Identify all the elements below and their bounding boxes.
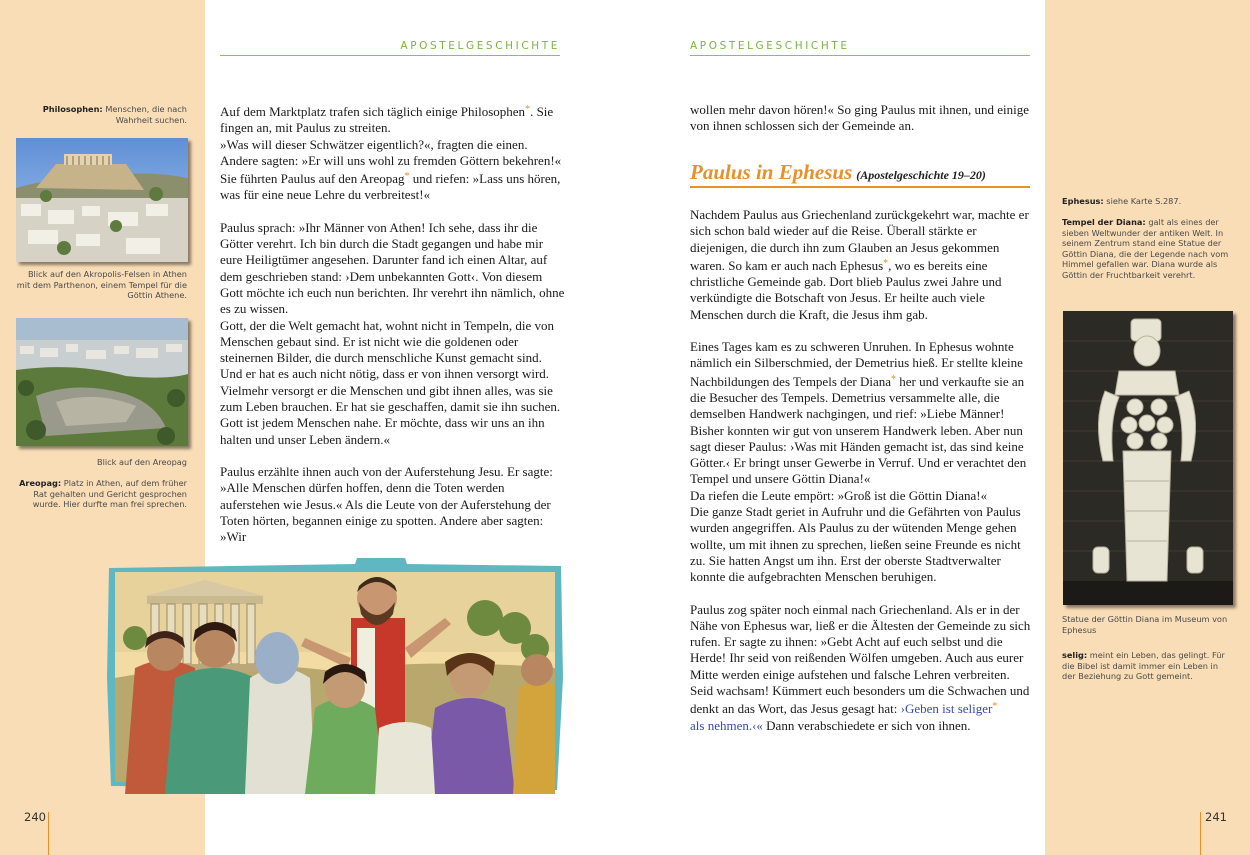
caption-areopag: Blick auf den Areopag <box>97 457 187 467</box>
paragraph: »Was will dieser Schwätzer eigentlich?«, fragten die einen. Andere sagten: »Er will uns wohl zu fremden Göttern bekehren!« <box>220 136 562 168</box>
gloss-selig: selig: meint ein Leben, das gelingt. Für die Bibel ist damit immer ein Leben in der Beziehung zu Gott gemeint. <box>1062 650 1225 682</box>
paragraph: Auf dem Marktplatz trafen sich täglich einige Philosophen*. Sie fingen an, mit Paulus zu streiten. <box>220 104 554 136</box>
paragraph: Eines Tages kam es zu schweren Unruhen. In Ephesus wohnte nämlich ein Silberschmied, der Demetrius hieß. Er stellte kleine Nachbildungen des Tempels der Diana* her und verkaufte sie an die Besucher des Tempels. Demetrius versammelte alle, die demselben Handwerk nachgingen, und rief: »Liebe Männer! Bisher konnten wir gut von unserem Handwerk leben. Aber nun sagt dieser Paulus: ›Was mit Händen gemacht ist, das sind keine Götter.‹ Er bringt unser Gewerbe in Verruf. Und er verachtet den Tempel und unsere Göttin Diana!« <box>690 339 1027 487</box>
paragraph: Paulus erzählte ihnen auch von der Auferstehung Jesu. Er sagte: »Alle Menschen dürfen hoffen, denn die Toten werden auferstehen wie Jesus.« Als die Leute von der Auferstehung der Toten hörten, begannen einige zu spotten. Andere aber sagten: »Wir <box>220 463 553 545</box>
paragraph: Gott, der die Welt gemacht hat, wohnt nicht in Tempeln, die von Menschen gebaut sind. Er ist nicht wie die goldenen oder steinernen Bilder, die durch menschliche Kunst gemacht sind. Und er hat es auch nicht nötig, dass er von ihnen versorgt wird. Vielmehr versorgt er die Menschen und gibt ihnen alles, was sie zum Leben brauchen. Er hat sie geschaffen, damit sie ihn suchen. Gott ist jedem Menschen nahe. Er möchte, dass wir uns an ihn halten und unser Leben ändern.« <box>220 317 561 447</box>
section-title-rule <box>690 186 1030 188</box>
paragraph: Paulus zog später noch einmal nach Griechenland. Als er in der Nähe von Ephesus war, ließ er die Ältesten der Gemeinde zu sich rufen. Er sagte zu ihnen: »Gebt Acht auf euch selbst und die Herde! Ihr seid von reißenden Wölfen umgeben. Auch aus eurer Mitte werden einige aufstehen und falsche Lehren verbreiten. Seid wachsam! Kümmert euch besonders um die Schwachen und denkt an das Wort, das Jesus gesagt hat: ›Geben ist seliger* als nehmen.‹« Dann verabschiedete er sich von ihnen. <box>690 601 1031 733</box>
paragraph: Die ganze Stadt geriet in Aufruhr und die Gefährten von Paulus wurden angegriffen. Als Paulus zu der wütenden Menge gehen wollte, um mit ihnen zu sprechen, ließen seine Freunde es nicht zu. Sie hatten Angst um ihn. Erst der oberste Stadtverwalter konnte die aufgebrachten Menschen beruhigen. <box>690 504 1021 585</box>
page-number-bar-right <box>1200 812 1201 855</box>
gloss-philosophen: Philosophen: Menschen, die nach Wahrheit suchen. <box>42 104 187 125</box>
diana-statue-photo <box>1063 311 1233 605</box>
paragraph: Nachdem Paulus aus Griechenland zurückgekehrt war, machte er sich schon bald wieder auf die Reise. Überall stärkte er diejenigen, die durch ihn zum Glauben an Jesus gekommen waren. So kam er auch nach Ephesus*, wo es bereits eine christliche Gemeinde gab. Dort blieb Paulus zwei Jahre und verkündigte die Botschaft von Jesus. Er heilte auch viele Menschen durch die Kraft, die Jesus ihm gab. <box>690 207 1029 322</box>
caption-akropolis: Blick auf den Akropolis-Felsen in Athen mit dem Parthenon, einem Tempel für die Göttin Athene. <box>16 269 187 301</box>
paragraph: Da riefen die Leute empört: »Groß ist die Göttin Diana!« <box>690 487 988 503</box>
page-number-right: 241 <box>1205 810 1227 824</box>
caption-diana-statue: Statue der Göttin Diana im Museum von Ephesus <box>1062 614 1228 635</box>
gloss-tempel-der-diana: Tempel der Diana: galt als eines der sieben Weltwunder der antiken Welt. In seinem Zentrum stand eine Statue der Göttin Diana, die der Legende nach vom Himmel gefallen war. Diana wurde als Göttin der Fruchtbarkeit verehrt. <box>1062 217 1229 280</box>
areopag-photo <box>16 318 188 446</box>
section-title: Paulus in Ephesus (Apostelgeschichte 19–20) <box>690 160 986 184</box>
gloss-areopag: Areopag: Platz in Athen, auf dem früher Rat gehalten und Gericht gesprochen wurde. Hier durfte man frei sprechen. <box>19 478 187 510</box>
gloss-ephesus: Ephesus: siehe Karte S.287. <box>1062 196 1182 206</box>
section-reference: (Apostelgeschichte 19–20) <box>856 168 986 182</box>
akropolis-photo <box>16 138 188 262</box>
right-continuation-text: wollen mehr davon hören!« So ging Paulus mit ihnen, und einige von ihnen schlossen sich der Gemeinde an. <box>690 102 1030 134</box>
paragraph: Paulus sprach: »Ihr Männer von Athen! Ich sehe, dass ihr die Götter verehrt. Ich bin durch die Stadt gegangen und habe mir eure Heiligtümer angesehen. Darunter fand ich einen Altar, auf dem geschrieben stand: ›Dem unbekannten Gott‹. Von diesem Gott möchte ich euch nun berichten. Ihr verehrt ihn nämlich, ohne es zu wissen. <box>220 219 565 317</box>
running-header-left: APOSTELGESCHICHTE <box>400 40 560 52</box>
right-body-text <box>690 207 1035 734</box>
left-body-text <box>220 102 565 545</box>
quote-geben-ist-seliger: ›Geben ist seliger <box>900 701 993 717</box>
page-number-left: 240 <box>24 810 46 824</box>
header-rule-left <box>220 55 560 56</box>
page-number-bar-left <box>48 812 49 855</box>
running-header-right: APOSTELGESCHICHTE <box>690 40 850 52</box>
illustration-paulus-athens <box>105 558 567 794</box>
header-rule-right <box>690 55 1030 56</box>
paragraph: Sie führten Paulus auf den Areopag* und riefen: »Lass uns hören, was für eine neue Lehre du verbreitest!« <box>220 171 561 203</box>
